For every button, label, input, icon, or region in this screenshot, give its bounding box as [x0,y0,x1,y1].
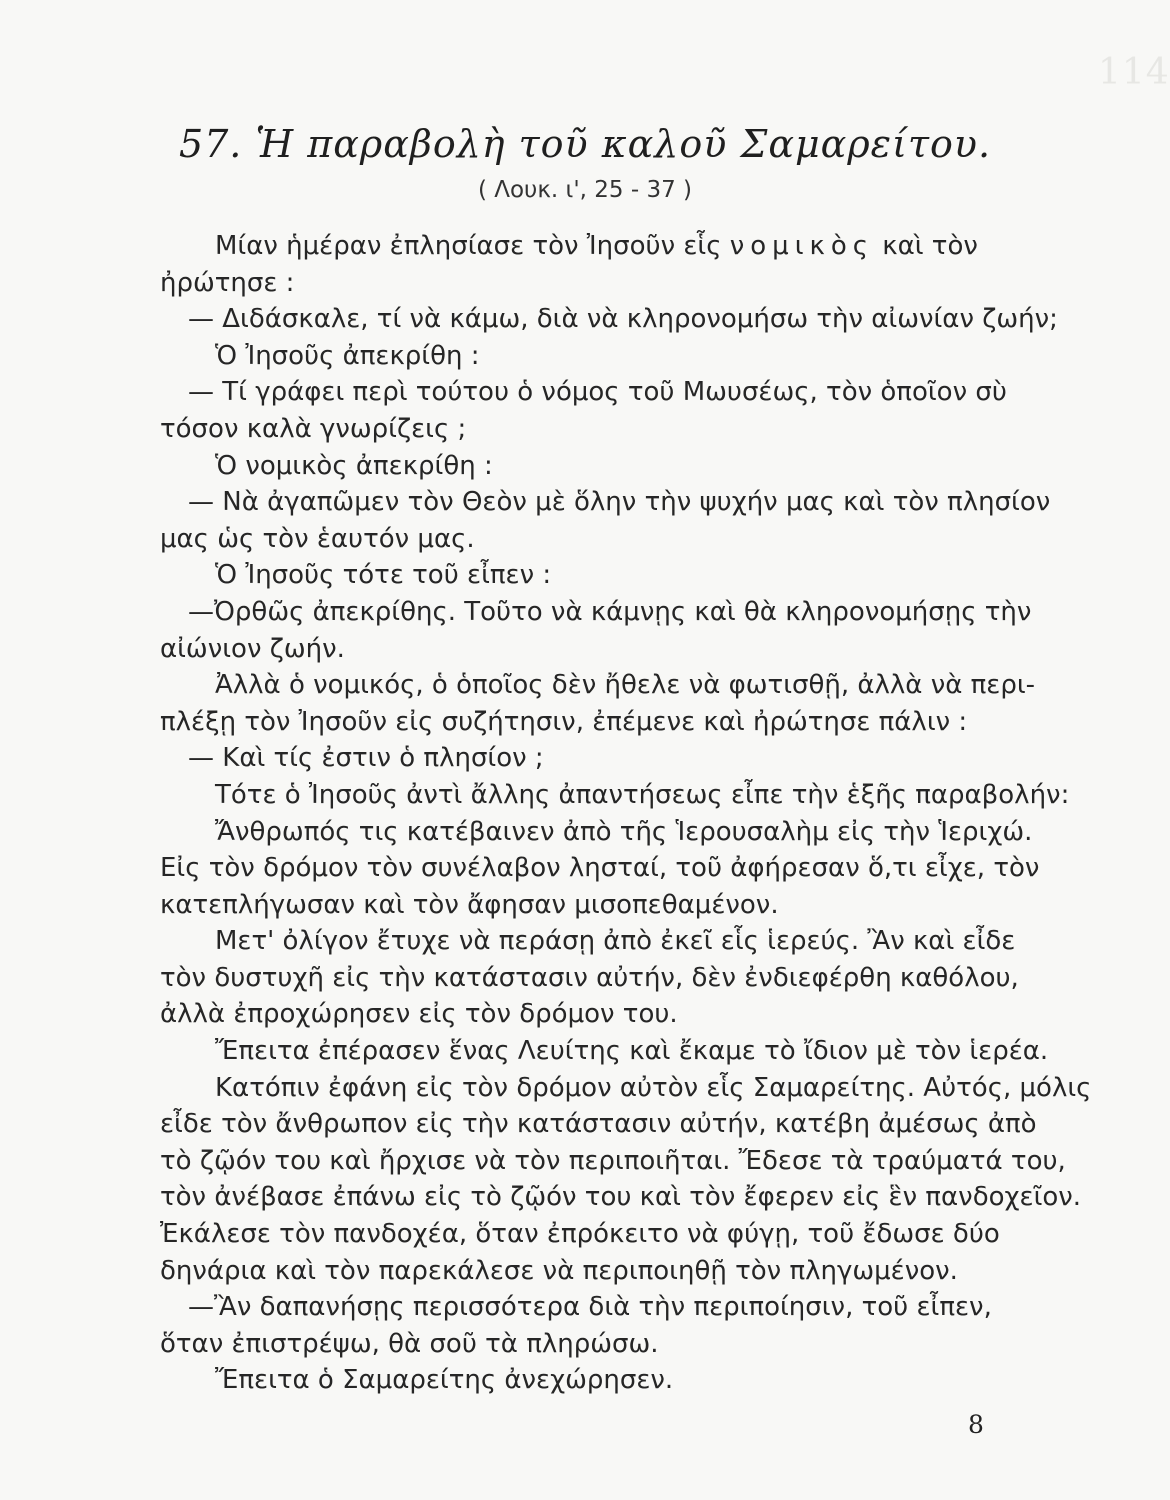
text-line: τόσον καλὰ γνωρίζεις ; [160,413,467,444]
text-line: κατεπλήγωσαν καὶ τὸν ἄφησαν μισοπεθαμένον. [160,889,779,920]
text-line: Μετ' ὀλίγον ἔτυχε νὰ περάσῃ ἀπὸ ἐκεῖ εἷς ἱερεύς. Ἂν καὶ εἶδε [215,926,1016,957]
text-line: Εἰς τὸν δρόμον τὸν συνέλαβον λησταί, τοῦ ἀφήρεσαν ὅ,τι εἶχε, τὸν [160,853,1040,884]
text-line: τὸ ζῷόν του καὶ ἤρχισε νὰ τὸν περιποιῆται. Ἔδεσε τὰ τραύματά του, [160,1145,1066,1176]
text-line: Κατόπιν ἐφάνη εἰς τὸν δρόμον αὐτὸν εἷς Σαμαρείτης. Αὐτός, μόλις [215,1072,1092,1103]
text-line: πλέξῃ τὸν Ἰησοῦν εἰς συζήτησιν, ἐπέμενε καὶ ἠρώτησε πάλιν : [160,706,968,737]
text-line: Ὁ νομικὸς ἀπεκρίθη : [215,450,493,481]
text-line: ἠρώτησε : [160,267,295,298]
text-line: —Ἂν δαπανήσῃς περισσότερα διὰ τὴν περιποίησιν, τοῦ εἶπεν, [188,1292,992,1323]
text-line: Τότε ὁ Ἰησοῦς ἀντὶ ἄλλης ἀπαντήσεως εἶπε τὴν ἑξῆς παραβολήν: [215,779,1070,810]
text-line: — Καὶ τίς ἐστιν ὁ πλησίον ; [188,743,544,774]
text-line: Ἔπειτα ὁ Σαμαρείτης ἀνεχώρησεν. [215,1365,674,1396]
text-line: —Ὀρθῶς ἀπεκρίθης. Τοῦτο νὰ κάμνῃς καὶ θὰ κληρονομήσῃς τὴν [188,596,1032,627]
text-line: Ἄνθρωπός τις κατέβαινεν ἀπὸ τῆς Ἱερουσαλὴμ εἰς τὴν Ἱεριχώ. [215,816,1033,847]
text-line: — Διδάσκαλε, τί νὰ κάμω, διὰ νὰ κληρονομήσω τὴν αἰωνίαν ζωήν; [188,304,1058,335]
text-line: τὸν ἀνέβασε ἐπάνω εἰς τὸ ζῷόν του καὶ τὸν ἔφερεν εἰς ἓν πανδοχεῖον. [160,1182,1082,1213]
page-number: 8 [968,1410,984,1439]
text-line: δηνάρια καὶ τὸν παρεκάλεσε νὰ περιποιηθῇ τὸν πληγωμένον. [160,1255,958,1286]
text-line: Ἔπειτα ἐπέρασεν ἕνας Λευίτης καὶ ἔκαμε τὸ ἴδιον μὲ τὸν ἱερέα. [215,1036,1049,1067]
text-line: Ἀλλὰ ὁ νομικός, ὁ ὁποῖος δὲν ἤθελε νὰ φωτισθῇ, ἀλλὰ νὰ περι- [215,670,1036,701]
text-line: — Τί γράφει περὶ τούτου ὁ νόμος τοῦ Μωυσέως, τὸν ὁποῖον σὺ [188,377,1007,408]
bleed-through-page-number: 114 [1098,52,1170,93]
text-line: μας ὡς τὸν ἑαυτόν μας. [160,523,475,554]
spaced-word: νομικὸς [729,231,875,261]
text-line: ὅταν ἐπιστρέψω, θὰ σοῦ τὰ πληρώσω. [160,1328,659,1359]
text-line: αἰώνιον ζωήν. [160,633,345,664]
text-line: Ἐκάλεσε τὸν πανδοχέα, ὅταν ἐπρόκειτο νὰ φύγῃ, τοῦ ἔδωσε δύο [160,1219,1000,1250]
text-line: ἀλλὰ ἐπροχώρησεν εἰς τὸν δρόμον του. [160,999,678,1030]
text-line: — Νὰ ἀγαπῶμεν τὸν Θεὸν μὲ ὅλην τὴν ψυχήν μας καὶ τὸν πλησίον [188,487,1051,518]
text-line: Ὁ Ἰησοῦς τότε τοῦ εἶπεν : [215,560,552,591]
text-line: Μίαν ἡμέραν ἐπλησίασε τὸν Ἰησοῦν εἷς νομικὸς καὶ τὸν [215,231,978,261]
text-line: τὸν δυστυχῆ εἰς τὴν κατάστασιν αὐτήν, δὲν ἐνδιεφέρθη καθόλου, [160,962,1019,993]
body-text [160,228,1092,1399]
chapter-title: 57. Ἡ παραβολὴ τοῦ καλοῦ Σαμαρείτου. [178,122,992,166]
text-line: Ὁ Ἰησοῦς ἀπεκρίθη : [215,340,480,371]
scripture-reference: ( Λουκ. ι', 25 - 37 ) [477,177,693,203]
text-line: εἶδε τὸν ἄνθρωπον εἰς τὴν κατάστασιν αὐτήν, κατέβη ἀμέσως ἀπὸ [160,1109,1037,1140]
